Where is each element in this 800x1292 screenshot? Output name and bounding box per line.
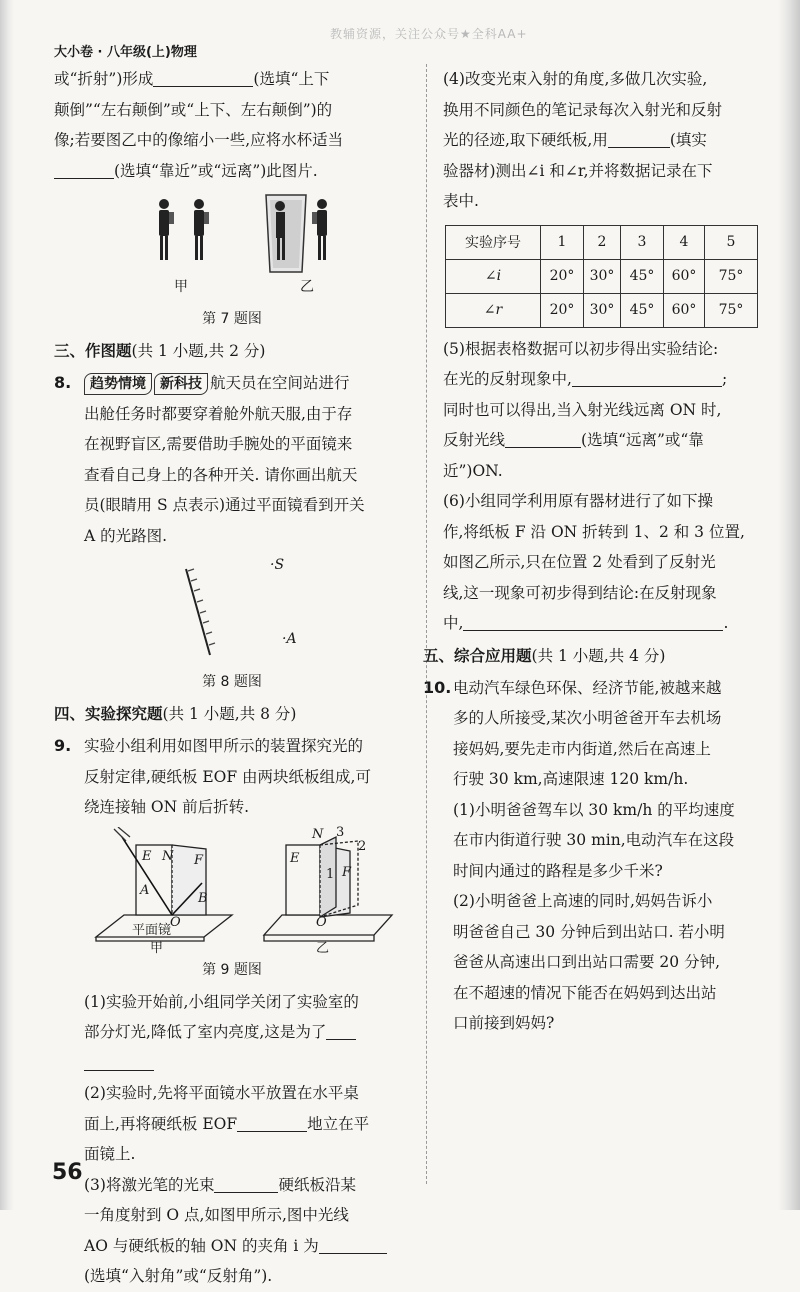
tag-new-tech: 新科技 [154, 373, 208, 395]
fig9-label-o: O [170, 914, 181, 930]
answer-blank[interactable] [153, 68, 253, 87]
answer-blank[interactable] [214, 1174, 278, 1193]
answer-blank[interactable] [463, 612, 723, 631]
q9-sub-5 [443, 334, 765, 487]
q9-sub4-line-2: 换用不同颜色的笔记录每次入射光和反射 [443, 100, 723, 119]
q9-line-3: 绕连接轴 ON 前后折转. [84, 798, 250, 816]
fig9-label-e: E [142, 848, 152, 864]
q10-sub1-line-3: 时间内通过的路程是多少千米? [453, 861, 663, 880]
table-cell: 75° [705, 293, 758, 327]
fig7-label-jia: 甲 [174, 279, 188, 295]
table-cell: 30° [584, 259, 621, 293]
table-header-cell: 实验序号 [446, 225, 541, 259]
q7-line-1: 或“折射”)形成 (选填“上下 [54, 70, 330, 88]
section-4-heading: 四、实验探究题(共 1 小题,共 8 分) [54, 705, 297, 723]
q9-sub1-line-1: (1)实验开始前,小组同学关闭了实验室的 [84, 992, 359, 1011]
table-row [446, 259, 758, 293]
q9-sub4-line-1: (4)改变光束入射的角度,多做几次实验, [443, 70, 708, 88]
table-cell: 60° [664, 259, 705, 293]
answer-blank[interactable] [608, 129, 670, 148]
q9-sub1-line-3 [84, 1048, 410, 1079]
table-cell: 45° [621, 293, 664, 327]
fig9-label-a: A [140, 882, 150, 898]
table-cell: 20° [541, 259, 584, 293]
q9-sub2-line-1: (2)实验时,先将平面镜水平放置在水平桌 [84, 1084, 359, 1102]
q10-line-4: 行驶 30 km,高速限速 120 km/h. [453, 770, 689, 788]
q9-sub-1 [54, 987, 410, 1079]
table-cell: 20° [541, 293, 584, 327]
q8-number: 8. [54, 373, 72, 392]
q10-line-2: 多的人所接受,某次小明爸爸开车去机场 [453, 709, 722, 727]
fig7 [54, 192, 410, 304]
tag-trend-context: 趋势情境 [84, 373, 152, 395]
fig8[interactable] [54, 557, 410, 667]
table-cell: 30° [584, 293, 621, 327]
fig8-mirror [54, 557, 410, 667]
answer-blank[interactable] [84, 1052, 154, 1071]
page-edge-right [778, 0, 800, 1210]
q9-sub4-line-4: 验器材)测出∠i 和∠r,并将数据记录在下 [443, 161, 713, 180]
fig9-yi-label-n: N [312, 826, 324, 842]
fig9-yi-label-3: 3 [336, 824, 345, 840]
fig9-yi-label-2: 2 [358, 838, 367, 854]
answer-blank[interactable] [505, 429, 581, 448]
left-column [54, 64, 410, 1292]
section-5-heading: 五、综合应用题(共 1 小题,共 4 分) [423, 646, 666, 665]
table-header-cell: 1 [541, 225, 584, 259]
table-cell: ∠i [446, 259, 541, 293]
q9-sub3-line-4: (选填“入射角”或“反射角”). [84, 1267, 273, 1285]
q9-number: 9. [54, 736, 72, 755]
fig9-yi-label-e: E [290, 850, 300, 866]
q9-sub5-line-2: 在光的反射现象中, ; [443, 370, 728, 388]
fig9-caption: 第 9 题图 [202, 961, 262, 978]
fig9-label-yi: 乙 [316, 940, 330, 956]
answer-blank[interactable] [54, 160, 114, 179]
q9-sub6-line-1: (6)小组同学利用原有器材进行了如下操 [443, 492, 713, 510]
q10-sub1-line-1: (1)小明爸爸驾车以 30 km/h 的平均速度 [453, 800, 735, 819]
q9-sub3-line-3: AO 与硬纸板的轴 ON 的夹角 i 为 [84, 1231, 410, 1262]
q8-line-5: 员(眼睛用 S 点表示)通过平面镜看到开关 [84, 496, 365, 514]
fig9-label-jia: 甲 [150, 940, 164, 956]
fig9 [54, 824, 410, 956]
q10-sub2-line-5: 口前接到妈妈? [453, 1014, 555, 1032]
question-8 [54, 368, 410, 551]
water-glass [266, 195, 306, 272]
fig9-yi-label-1: 1 [326, 866, 335, 882]
q9-sub-6 [443, 486, 765, 639]
q10-sub2-line-2: 明爸爸自己 30 分钟后到出站口. 若小明 [453, 922, 725, 941]
q10-sub2-line-3: 爸爸从高速出口到出站口需要 20 分钟, [453, 953, 721, 971]
boy-figure-2 [194, 199, 209, 260]
question-10 [423, 673, 765, 1039]
fig9-label-f: F [194, 852, 204, 868]
table-header-cell: 3 [621, 225, 664, 259]
q9-sub2-line-3: 面镜上. [84, 1145, 136, 1163]
q9-sub4-line-3: 光的径迹,取下硬纸板,用 (填实 [443, 131, 707, 149]
right-column [423, 64, 765, 1039]
point-s-label: ·S [270, 557, 285, 573]
fig9-yi-label-o: O [316, 914, 327, 930]
q9-sub6-line-2: 作,将纸板 F 沿 ON 折转到 1、2 和 3 位置, [443, 522, 745, 541]
q9-sub2-line-2: 面上,再将硬纸板 EOF 地立在平 [84, 1114, 370, 1133]
q8-line-4: 查看自己身上的各种开关. 请你画出航天 [84, 465, 358, 484]
fig9-label-n: N [162, 848, 174, 864]
q10-line-3: 接妈妈,要先走市内街道,然后在高速上 [453, 739, 711, 758]
q9-sub1-line-2: 部分灯光,降低了室内亮度,这是为了 [84, 1017, 410, 1048]
answer-blank[interactable] [237, 1113, 307, 1132]
q9-sub6-line-3: 如图乙所示,只在位置 2 处看到了反射光 [443, 553, 716, 571]
q9-sub6-line-4: 线,这一现象可初步得到结论:在反射现象 [443, 583, 717, 602]
answer-blank[interactable] [319, 1235, 387, 1254]
table-header-cell: 2 [584, 225, 621, 259]
q9-sub3-line-1: (3)将激光笔的光束 硬纸板沿某 [84, 1175, 356, 1194]
table-cell: ∠r [446, 293, 541, 327]
page-edge-left [0, 0, 14, 1210]
point-a-label: ·A [282, 631, 297, 647]
q9-sub5-line-1: (5)根据表格数据可以初步得出实验结论: [443, 339, 719, 358]
fig7-illustration [54, 192, 410, 282]
table-header-cell: 5 [705, 225, 758, 259]
table-cell: 60° [664, 293, 705, 327]
q7-line-3: 像;若要图乙中的像缩小一些,应将水杯适当 [54, 131, 344, 149]
fig9-yi-drawing [264, 837, 392, 941]
q9-sub5-line-4: 反射光线 (选填“远离”或“靠 [443, 431, 704, 449]
q10-number: 10. [423, 677, 452, 697]
q9-sub5-line-5: 近”)ON. [443, 461, 503, 480]
q9-line-2: 反射定律,硬纸板 EOF 由两块纸板组成,可 [84, 767, 371, 786]
q9-sub-4 [443, 64, 765, 217]
q8-line-1: 趋势情境 新科技 航天员在空间站进行 [84, 368, 410, 399]
fig9-label-b: B [198, 890, 208, 906]
table-cell: 75° [705, 259, 758, 293]
section-3-heading: 三、作图题(共 1 小题,共 2 分) [54, 342, 266, 360]
boy-figure-1 [159, 199, 174, 260]
q10-line-1: 电动汽车绿色环保、经济节能,被越来越 [453, 678, 722, 697]
running-header: 大小卷 · 八年级(上)物理 [54, 45, 197, 60]
q8-line-2: 出舱任务时都要穿着舱外航天服,由于存 [84, 404, 353, 423]
table-header-row [446, 225, 758, 259]
q9-sub5-line-3: 同时也可以得出,当入射光线远离 ON 时, [443, 400, 722, 419]
q9-sub-3 [54, 1170, 410, 1292]
q7-line-4: (选填“靠近”或“远离”)此图片. [54, 156, 410, 187]
q9-sub4-line-5: 表中. [443, 192, 479, 210]
page-number: 56 [52, 1160, 83, 1185]
q9-sub6-line-5: 中, . [443, 614, 729, 632]
answer-blank[interactable] [572, 368, 722, 387]
question-9 [54, 731, 410, 823]
angle-data-table [445, 225, 758, 328]
boy-figure-3 [312, 199, 327, 260]
watermark: 教辅资源，关注公众号★全科AA+ [330, 27, 528, 41]
q9-line-1: 实验小组利用如图甲所示的装置探究光的 [84, 737, 364, 755]
table-cell: 45° [621, 259, 664, 293]
fig8-caption: 第 8 题图 [202, 674, 262, 690]
q9-sub-2 [54, 1078, 410, 1170]
table-row [446, 293, 758, 327]
fig9-apparatus [54, 824, 410, 955]
answer-blank[interactable] [326, 1021, 356, 1040]
q9-sub3-line-2: 一角度射到 O 点,如图甲所示,图中光线 [84, 1206, 349, 1224]
q10-sub2-line-1: (2)小明爸爸上高速的同时,妈妈告诉小 [453, 892, 713, 910]
fig7-caption: 第 7 题图 [202, 311, 262, 327]
fig7-label-yi: 乙 [300, 279, 314, 295]
fig9-yi-label-f: F [342, 864, 352, 880]
q10-sub1-line-2: 在市内街道行驶 30 min,电动汽车在这段 [453, 831, 735, 849]
q8-line-6: A 的光路图. [84, 526, 168, 545]
q10-sub2-line-4: 在不超速的情况下能否在妈妈到达出站 [453, 983, 717, 1002]
q7-line-2: 颠倒”“左右颠倒”或“上下、左右颠倒”)的 [54, 100, 333, 119]
table-header-cell: 4 [664, 225, 705, 259]
fig9-label-mirror: 平面镜 [132, 922, 172, 938]
q8-line-3: 在视野盲区,需要借助手腕处的平面镜来 [84, 435, 353, 453]
